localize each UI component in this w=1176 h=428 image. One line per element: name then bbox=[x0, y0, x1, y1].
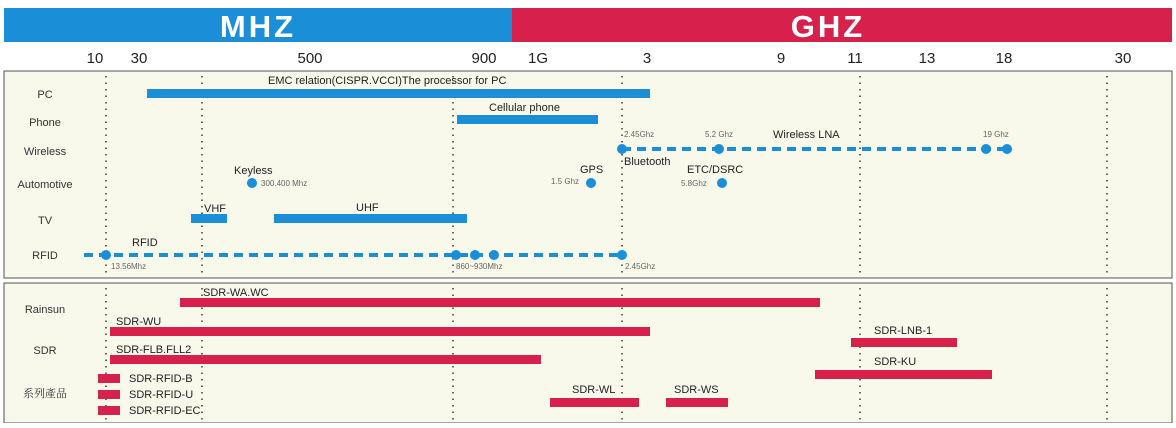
point-wireless-2-45 bbox=[617, 144, 627, 154]
bar-label-sdr-rfid-u: SDR-RFID-U bbox=[129, 389, 194, 401]
tick-label: 500 bbox=[297, 50, 323, 67]
annot-wireless-19: 19 Ghz bbox=[983, 130, 1009, 139]
annot-wireless-5-2: 5.2 Ghz bbox=[705, 130, 734, 139]
point-keyless bbox=[247, 178, 257, 188]
tick-label: 3 bbox=[642, 50, 652, 67]
tick-label: 9 bbox=[776, 50, 786, 67]
ghz-label: GHZ bbox=[790, 9, 866, 44]
point-gps bbox=[586, 178, 596, 188]
tick-label: 1G bbox=[527, 50, 549, 67]
row-label-rainsun: Rainsun bbox=[24, 304, 66, 316]
row-label-series: 系列產品 bbox=[23, 388, 67, 400]
tick-label: 11 bbox=[847, 50, 863, 67]
row-label-tv: TV bbox=[37, 215, 53, 227]
bar-sdr-rfid-ec bbox=[98, 406, 120, 415]
row-label-wireless: Wireless bbox=[23, 146, 67, 158]
annot-rfid-860: 860~930Mhz bbox=[456, 262, 503, 271]
point-wireless-18b bbox=[1002, 144, 1012, 154]
bar-label-sdr-flb-fll2: SDR-FLB.FLL2 bbox=[116, 344, 192, 356]
row-label-rfid: RFID bbox=[32, 250, 58, 262]
point-etc-dsrc bbox=[717, 178, 727, 188]
bar-label-emc-pc: EMC relation(CISPR.VCCI)The processor for PC bbox=[268, 75, 507, 87]
bar-label-sdr-wl: SDR-WL bbox=[572, 384, 616, 396]
bar-label-sdr-lnb-1: SDR-LNB-1 bbox=[874, 325, 933, 337]
bar-sdr-rfid-b bbox=[98, 374, 120, 383]
bar-sdr-lnb-1 bbox=[851, 338, 957, 347]
point-wireless-5-2 bbox=[714, 144, 724, 154]
tick-label: 30 bbox=[1114, 50, 1132, 67]
tick-label: 900 bbox=[471, 50, 497, 67]
bar-sdr-rfid-u bbox=[98, 390, 120, 399]
tick-label: 30 bbox=[130, 50, 148, 67]
bar-emc-pc bbox=[147, 89, 650, 98]
tick-label: 10 bbox=[86, 50, 104, 67]
point-rfid-13 bbox=[101, 250, 111, 260]
annot-gps-freq: 1.5 Ghz bbox=[551, 177, 580, 186]
annot-wireless-2-45: 2.45Ghz bbox=[624, 130, 655, 139]
bar-label-wireless-lna: Wireless LNA bbox=[773, 129, 840, 141]
annot-keyless-freq: 300.400 Mhz bbox=[261, 179, 308, 188]
bar-label-cellular-phone: Cellular phone bbox=[489, 102, 560, 114]
bar-sdr-ws bbox=[666, 398, 728, 407]
row-label-automotive: Automotive bbox=[17, 179, 73, 191]
row-label-sdr: SDR bbox=[33, 345, 57, 357]
annot-gps-label: GPS bbox=[580, 164, 604, 176]
row-label-phone: Phone bbox=[29, 117, 61, 129]
annot-etc-label: ETC/DSRC bbox=[687, 164, 744, 176]
bar-sdr-wa-wc bbox=[180, 298, 820, 307]
row-label-pc: PC bbox=[37, 89, 53, 101]
point-rfid-900 bbox=[470, 250, 480, 260]
bar-label-sdr-rfid-b: SDR-RFID-B bbox=[129, 373, 193, 385]
annot-rfid-245: 2.45Ghz bbox=[625, 262, 656, 271]
mhz-label: MHZ bbox=[219, 9, 297, 44]
annot-etc-freq: 5.8Ghz bbox=[681, 179, 707, 188]
bar-uhf bbox=[274, 214, 467, 223]
bar-label-sdr-ws: SDR-WS bbox=[674, 384, 719, 396]
point-rfid-2-45 bbox=[617, 250, 627, 260]
point-wireless-18a bbox=[981, 144, 991, 154]
bar-label-rfid: RFID bbox=[132, 237, 158, 249]
bar-label-vhf: VHF bbox=[204, 203, 226, 215]
tick-label: 18 bbox=[995, 50, 1013, 67]
point-rfid-930 bbox=[489, 250, 499, 260]
bar-label-sdr-rfid-ec: SDR-RFID-EC bbox=[129, 405, 201, 417]
bar-label-uhf: UHF bbox=[356, 202, 379, 214]
tick-label: 13 bbox=[918, 50, 936, 67]
annot-bluetooth: Bluetooth bbox=[624, 156, 671, 168]
bar-label-sdr-wa-wc: SDR-WA.WC bbox=[203, 287, 269, 299]
bar-label-sdr-wu: SDR-WU bbox=[116, 316, 162, 328]
annot-rfid-13: 13.56Mhz bbox=[111, 262, 147, 271]
annot-keyless-label: Keyless bbox=[234, 165, 273, 177]
bar-cellular-phone bbox=[457, 115, 598, 124]
bar-sdr-wl bbox=[550, 398, 639, 407]
point-rfid-860 bbox=[451, 250, 461, 260]
bar-sdr-ku bbox=[815, 370, 992, 379]
bar-sdr-wu bbox=[110, 327, 650, 336]
bar-label-sdr-ku: SDR-KU bbox=[874, 356, 917, 368]
bar-sdr-flb-fll2 bbox=[110, 355, 541, 364]
bar-vhf bbox=[191, 214, 227, 223]
